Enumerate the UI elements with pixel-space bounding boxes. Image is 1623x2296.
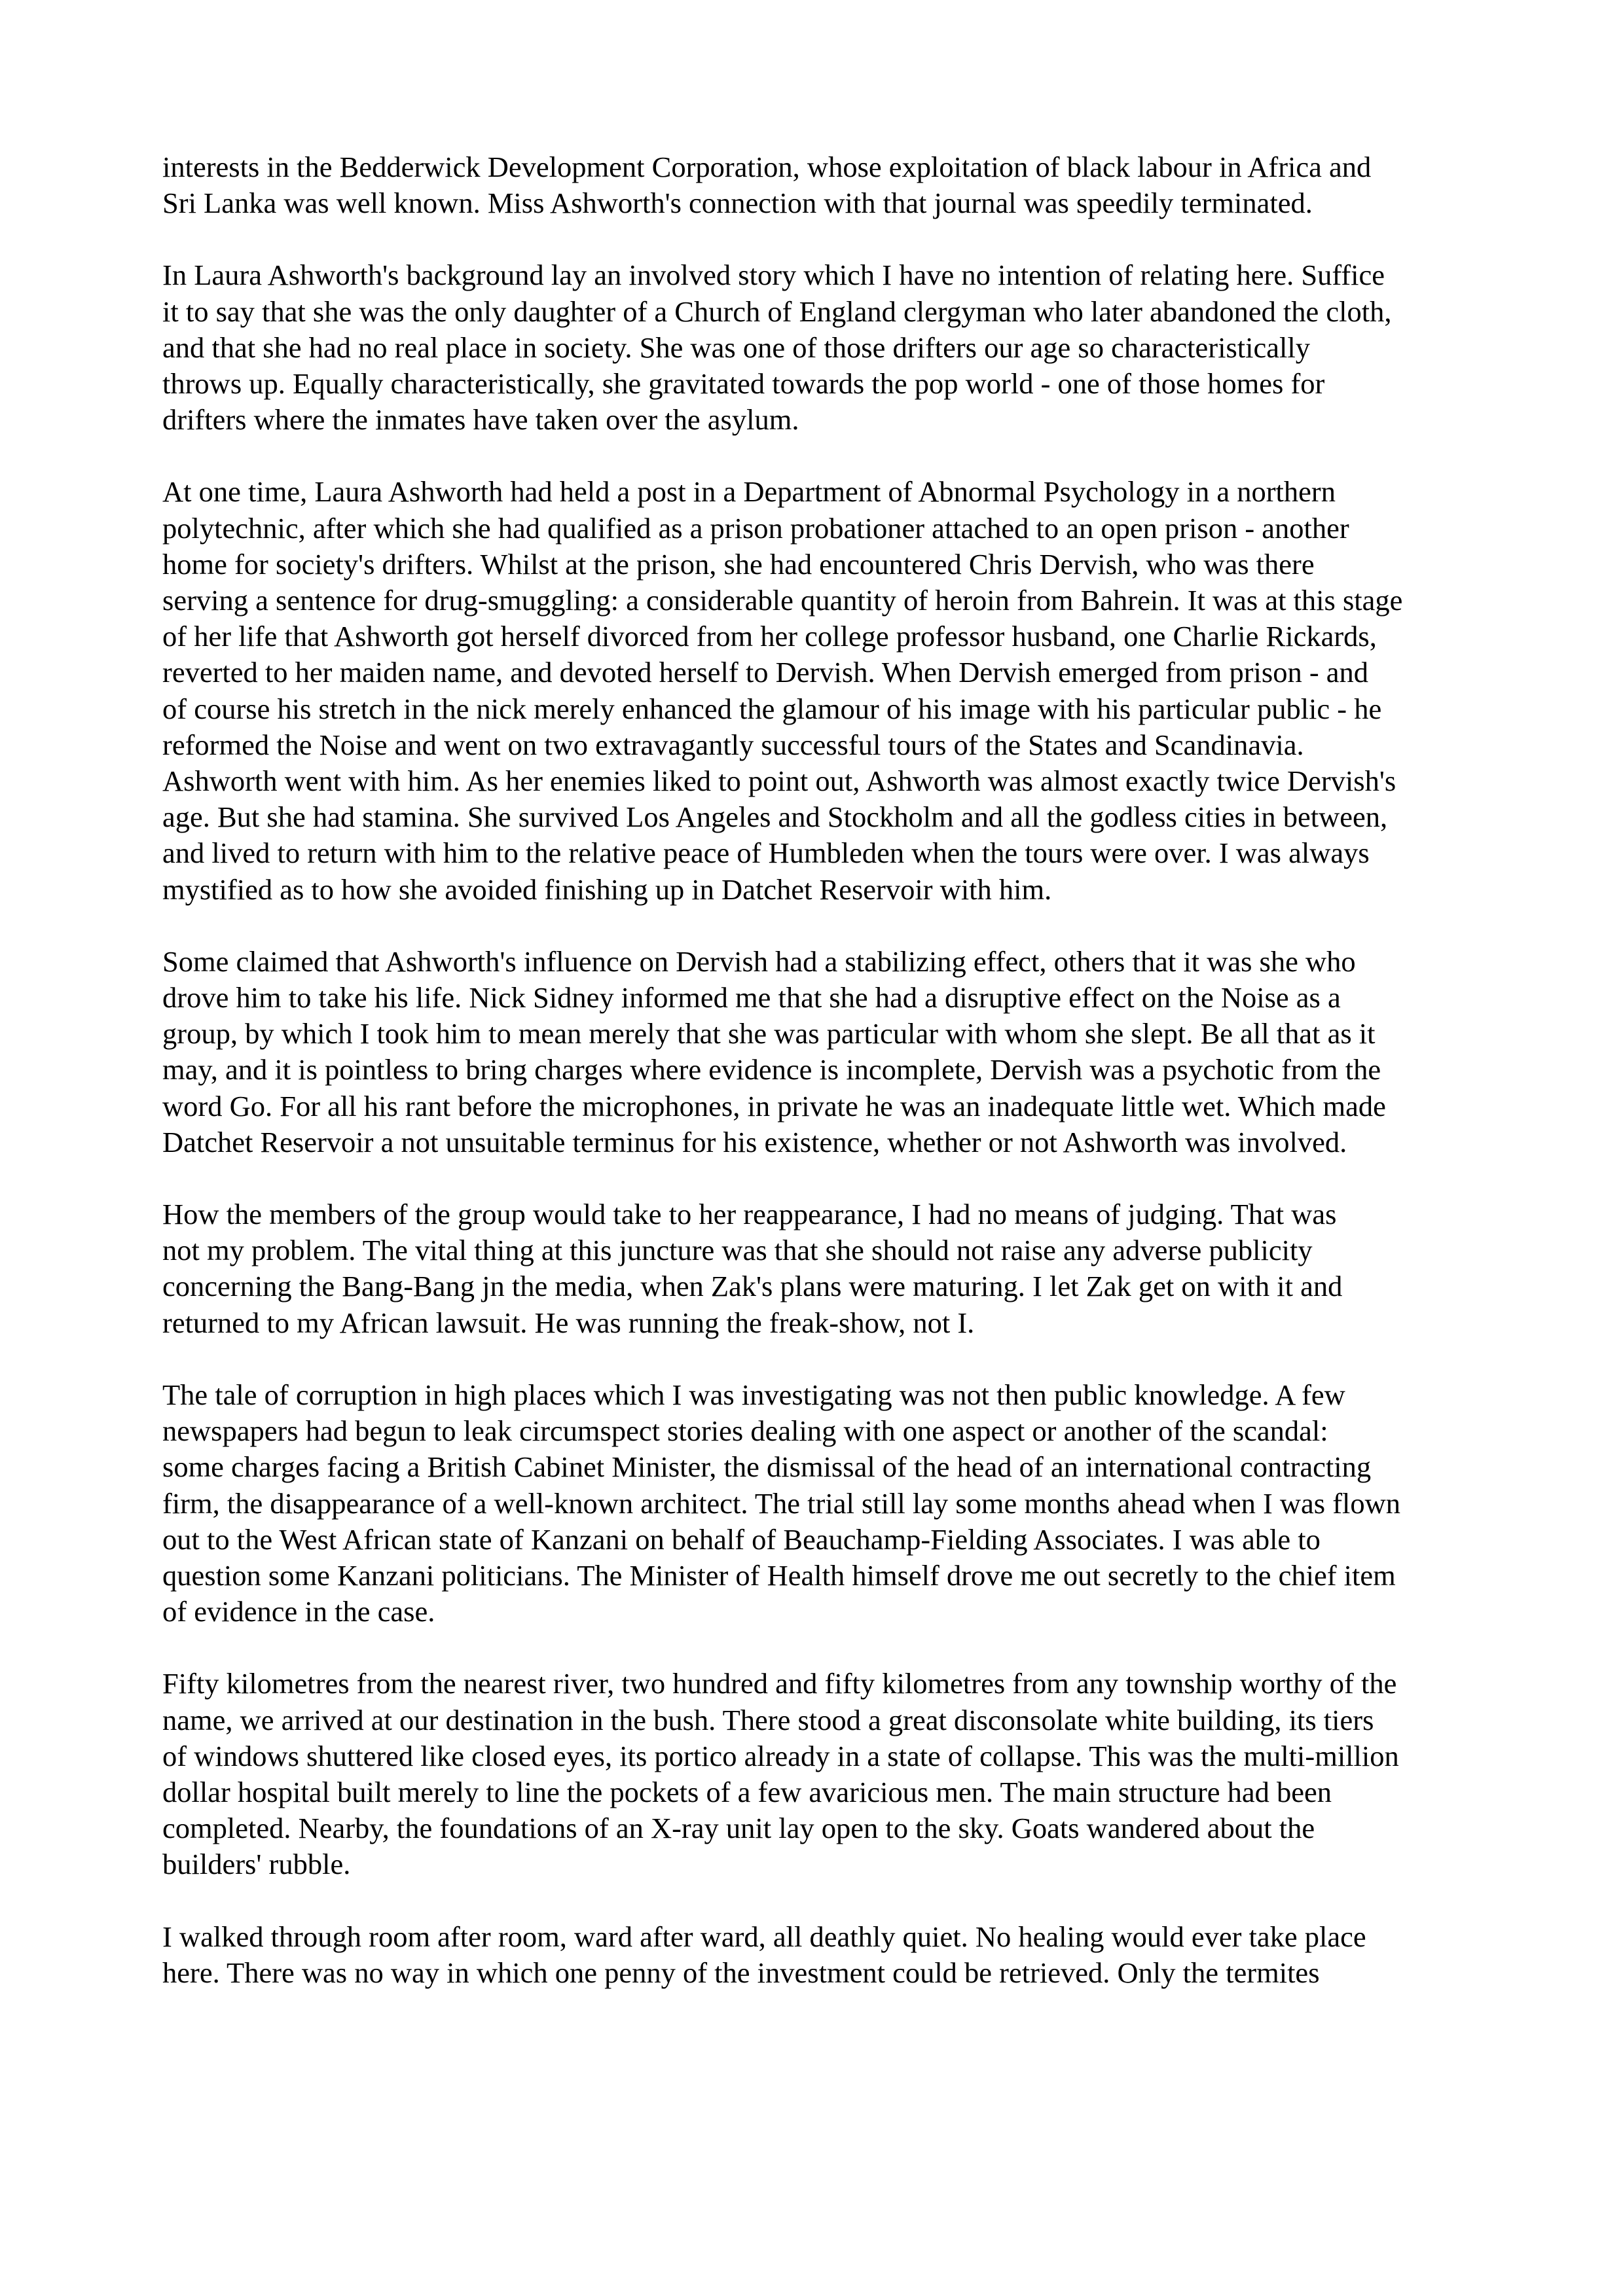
paragraph-8: I walked through room after room, ward after ward, all deathly quiet. No healing would ever take place here. There was no way in which one penny of the investment could be retrieved. Only the termites <box>162 1920 1366 1989</box>
paragraph-1: interests in the Bedderwick Development Corporation, whose exploitation of black labour in Africa and Sri Lanka was well known. Miss Ashworth's connection with that journal was speedily terminated. <box>162 151 1372 220</box>
paragraph-6: The tale of corruption in high places which I was investigating was not then public knowledge. A few newspapers had begun to leak circumspect stories dealing with one aspect or another of the scandal: some charges facing a British Cabinet Minister, the dismissal of the head of an international contracting firm, the disappearance of a well-known architect. The trial still lay some months ahead when I was flown out to the West African state of Kanzani on behalf of Beauchamp-Fielding Associates. I was able to question some Kanzani politicians. The Minister of Health himself drove me out secretly to the chief item of evidence in the case. <box>162 1378 1401 1628</box>
paragraph-4: Some claimed that Ashworth's influence on Dervish had a stabilizing effect, others that it was she who drove him to take his life. Nick Sidney informed me that she had a disruptive effect on the Noise as a group, by which I took him to mean merely that she was particular with whom she slept. Be all that as it may, and it is pointless to bring charges where evidence is incomplete, Dervish was a psychotic from the word Go. For all his rant before the microphones, in private he was an inadequate little wet. Which made Datchet Reservoir a not unsuitable terminus for his existence, whether or not Ashworth was involved. <box>162 944 1386 1158</box>
paragraph-3: At one time, Laura Ashworth had held a post in a Department of Abnormal Psychology in a northern polytechnic, after which she had qualified as a prison probationer attached to an open prison - another home for society's drifters. Whilst at the prison, she had encountered Chris Dervish, who was there serving a sentence for drug-smuggling: a considerable quantity of heroin from Bahrein. It was at this stage of her life that Ashworth got herself divorced from her college professor husband, one Charlie Rickards, reverted to her maiden name, and devoted herself to Dervish. When Dervish emerged from prison - and of course his stretch in the nick merely enhanced the glamour of his image with his particular public - he reformed the Noise and went on two extravagantly successful tours of the States and Scandinavia. Ashworth went with him. As her enemies liked to point out, Ashworth was almost exactly twice Dervish's age. But she had stamina. She survived Los Angeles and Stockholm and all the godless cities in between, and lived to return with him to the relative peace of Humbleden when the tours were over. I was always mystified as to how she avoided finishing up in Datchet Reservoir with him. <box>162 475 1403 906</box>
paragraph-7: Fifty kilometres from the nearest river, two hundred and fifty kilometres from any township worthy of the name, we arrived at our destination in the bush. There stood a great disconsolate white building, its tiers of windows shuttered like closed eyes, its portico already in a state of collapse. This was the multi-million dollar hospital built merely to line the pockets of a few avaricious men. The main structure had been completed. Nearby, the foundations of an X-ray unit lay open to the sky. Goats wandered about the builders' rubble. <box>162 1667 1399 1881</box>
paragraph-2: In Laura Ashworth's background lay an involved story which I have no intention of relating here. Suffice it to say that she was the only daughter of a Church of England clergyman who later abandoned the cloth, and that she had no real place in society. She was one of those drifters our age so characteristically throws up. Equally characteristically, she gravitated towards the pop world - one of those homes for drifters where the inmates have taken over the asylum. <box>162 259 1392 437</box>
paragraph-5: How the members of the group would take to her reappearance, I had no means of judging. That was not my problem. The vital thing at this juncture was that she should not raise any adverse publicity concerning the Bang-Bang jn the media, when Zak's plans were maturing. I let Zak get on with it and returned to my African lawsuit. He was running the freak-show, not I. <box>162 1198 1343 1339</box>
body-text <box>162 149 1478 1991</box>
